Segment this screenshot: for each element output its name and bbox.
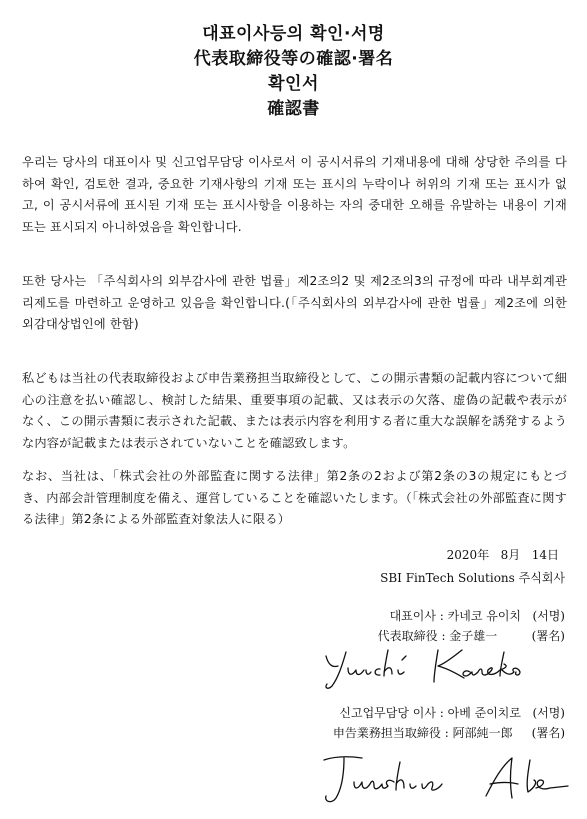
subtitle-korean: 확인서 [268, 74, 319, 94]
paragraph-korean-2: 또한 당사는 「주식회사의 외부감사에 관한 법률」제2조의2 및 제2조의3의 규정에 따라 내부회계관리제도를 마련하고 운영하고 있음을 확인합니다.(「주식회사의 외부감사에 관한 법률」제2조에 의한 외감대상법인에 한함) [22, 274, 567, 331]
document-date: 2020年 8月 14日 [446, 548, 559, 562]
paragraph-korean-1: 우리는 당사의 대표이사 및 신고업무담당 이사로서 이 공시서류의 기재내용에 대해 상당한 주의를 다하여 확인, 검토한 결과, 중요한 기재사항의 기재 또는 표시의 누락이나 허위의 기재 또는 표시가 없고, 이 공시서류에 표시된 기재 또는 표시사항을 이용하는 자의 중대한 오해를 유발하는 내용이 기재 또는 표시되지 아니하였음을 확인합니다. [22, 155, 567, 234]
signer1-japanese-line: 代表取締役 : 金子雄一 (署名) [377, 629, 565, 643]
title-block [0, 22, 587, 122]
title-japanese: 代表取締役等の確認·署名 [193, 49, 394, 69]
signer2-japanese-line: 申告業務担当取締役 : 阿部純一郎 (署名) [332, 726, 565, 740]
company-name: SBI FinTech Solutions 주식회사 [380, 571, 565, 585]
paragraph-japanese-1: 私どもは当社の代表取締役および申告業務担当取締役として、この開示書類の記載内容について細心の注意を払い確認し、検討した結果、重要事項の記載、又は表示の欠落、虚偽の記載や表示がなく、この開示書類に表示された記載、または表示内容を利用する者に重大な誤解を誘発するような内容が記載または表示されていないことを確認致します。 [22, 371, 567, 450]
signature-junichiro-abe [318, 748, 573, 808]
subtitle-japanese: 確認書 [267, 99, 320, 119]
signer1-korean-line: 대표이사 : 카네코 유이치 (서명) [389, 609, 565, 623]
paragraph-japanese-2: なお、当社は、「株式会社の外部監査に関する法律」第2条の2および第2条の3の規定にもとづき、内部会計管理制度を備え、運営していることを確認いたします。（「株式会社の外部監査に関する法律」第2条による外部監査対象法人に限る） [22, 469, 567, 526]
signer2-korean-line: 신고업무담당 이사 : 아베 준이치로 (서명) [339, 706, 565, 720]
title-korean: 대표이사등의 확인·서명 [202, 24, 385, 44]
signature-yuichi-kaneko [318, 642, 568, 692]
